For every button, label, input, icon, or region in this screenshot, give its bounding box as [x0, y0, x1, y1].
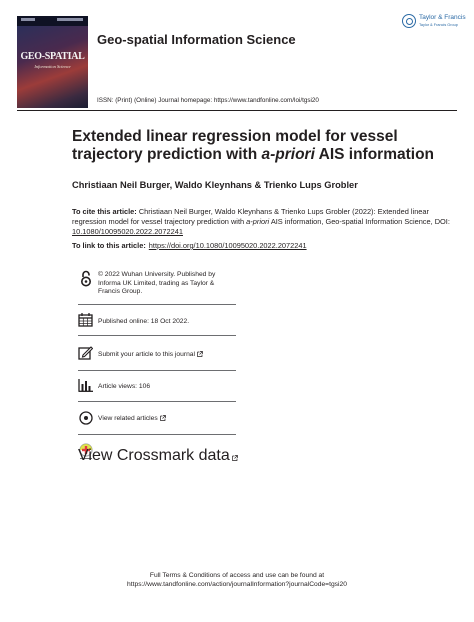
crossmark-link[interactable]: View Crossmark data [78, 447, 238, 465]
title-line-1: Extended linear regression model for vessel [72, 128, 398, 145]
article-link-line [72, 241, 307, 250]
cite-label: To cite this article: [72, 207, 137, 216]
article-views-item [78, 371, 236, 402]
related-articles-icon [79, 411, 93, 425]
submit-article-link[interactable]: Submit your article to this journal [98, 351, 203, 360]
footer-terms-link[interactable]: https://www.tandfonline.com/action/journalInformation?journalCode=tgsi20 [127, 581, 347, 588]
submit-article-item[interactable] [78, 336, 236, 371]
open-access-item [78, 268, 236, 305]
open-access-icon [80, 270, 92, 287]
external-link-icon [232, 455, 238, 461]
issn-homepage-line[interactable]: ISSN: (Print) (Online) Journal homepage: https://www.tandfonline.com/loi/tgsi20 [97, 97, 319, 104]
article-views-count: Article views: 106 [98, 383, 151, 390]
link-label: To link to this article: [72, 241, 146, 250]
article-doi-link[interactable]: https://doi.org/10.1080/10095020.2022.2072241 [148, 241, 307, 250]
article-info-list [78, 268, 236, 465]
external-link-icon [197, 351, 203, 357]
citation-doi-link[interactable]: 10.1080/10095020.2022.2072241 [72, 227, 183, 236]
journal-name: Geo-spatial Information Science [97, 32, 296, 47]
title-line-2: trajectory prediction with a-priori AIS information [72, 146, 435, 163]
taylor-francis-logo-icon [402, 14, 416, 28]
published-date: Published online: 18 Oct 2022. [98, 318, 190, 325]
external-link-icon [160, 415, 166, 421]
related-articles-link[interactable]: View related articles [98, 415, 166, 424]
footer-line-1: Full Terms & Conditions of access and use can be found at [149, 572, 325, 579]
header-divider [17, 110, 457, 111]
related-articles-item[interactable] [78, 402, 236, 435]
cover-subtitle: Information Science [34, 64, 71, 69]
crossmark-item[interactable] [78, 435, 236, 465]
submit-article-icon [78, 345, 93, 360]
cover-top-band [17, 16, 88, 26]
citation-block: To cite this article: Christiaan Neil Burger, Waldo Kleynhans & Trienko Lups Grobler (2022): Extended linear regression model for vessel trajectory prediction with a-priori AIS information, Geo-spatial Information Science, DOI: 10.1080/10095020.2022.2072241 [72, 207, 450, 236]
publisher-logo[interactable] [402, 12, 464, 34]
bar-chart-icon [78, 379, 93, 392]
published-item [78, 305, 236, 336]
publisher-name: Taylor & Francis [419, 14, 466, 21]
journal-cover [17, 16, 88, 108]
calendar-icon [78, 313, 93, 327]
publisher-tagline: Taylor & Francis Group [419, 23, 458, 27]
open-access-text: © 2022 Wuhan University. Published by Informa UK Limited, trading as Taylor & Francis Group. [98, 271, 216, 295]
terms-footer [0, 571, 474, 589]
article-title [72, 128, 452, 164]
cover-title: GEO-SPATIAL [20, 51, 85, 62]
article-authors: Christiaan Neil Burger, Waldo Kleynhans & Trienko Lups Grobler [72, 180, 358, 190]
